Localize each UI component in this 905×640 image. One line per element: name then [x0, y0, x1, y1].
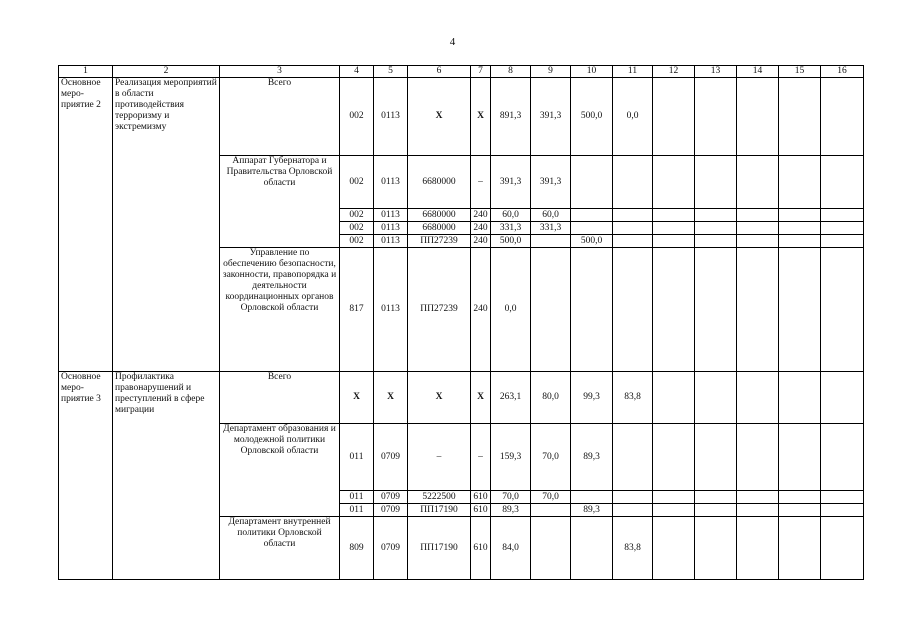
cell: 70,0 [491, 491, 531, 504]
cell: Х [408, 78, 471, 156]
row-label: Департамент внутренней политики Орловской области [220, 517, 340, 580]
cell: 159,3 [491, 424, 531, 491]
cell: – [471, 424, 491, 491]
cell: – [471, 156, 491, 209]
cell: Х [471, 372, 491, 424]
cell [571, 222, 613, 235]
cell: 002 [340, 235, 374, 248]
cell: 331,3 [531, 222, 571, 235]
col-header: 15 [779, 66, 821, 78]
cell: 60,0 [491, 209, 531, 222]
cell: 6680000 [408, 156, 471, 209]
cell: 891,3 [491, 78, 531, 156]
cell: 002 [340, 156, 374, 209]
cell: 0113 [374, 235, 408, 248]
cell: 0113 [374, 209, 408, 222]
cell: 002 [340, 209, 374, 222]
cell [531, 235, 571, 248]
cell: 391,3 [491, 156, 531, 209]
cell: 331,3 [491, 222, 531, 235]
col-header: 4 [340, 66, 374, 78]
cell: 0113 [374, 78, 408, 156]
cell: ПП17190 [408, 504, 471, 517]
cell: ПП27239 [408, 248, 471, 372]
cell: 011 [340, 504, 374, 517]
cell: Х [374, 372, 408, 424]
cell: 0709 [374, 424, 408, 491]
cell: 6680000 [408, 209, 471, 222]
cell: 011 [340, 491, 374, 504]
cell: 0709 [374, 517, 408, 580]
cell: 0113 [374, 222, 408, 235]
row-label: Управление по обеспечению безопасности, законности, правопорядка и деятельности координационных органов Орловской области [220, 248, 340, 372]
cell: 5222500 [408, 491, 471, 504]
cell: 0709 [374, 504, 408, 517]
col-header: 9 [531, 66, 571, 78]
cell: ПП17190 [408, 517, 471, 580]
event-label: Основное меро-приятие 2 [59, 78, 113, 372]
event-label: Основное меро-приятие 3 [59, 372, 113, 580]
cell: 89,3 [571, 424, 613, 491]
cell: 83,8 [613, 372, 653, 424]
header-row [59, 66, 864, 78]
col-header: 5 [374, 66, 408, 78]
col-header: 11 [613, 66, 653, 78]
col-header: 3 [220, 66, 340, 78]
col-header: 2 [113, 66, 220, 78]
cell: Х [471, 78, 491, 156]
cell: – [408, 424, 471, 491]
cell: 0,0 [491, 248, 531, 372]
col-header: 1 [59, 66, 113, 78]
cell: 70,0 [531, 424, 571, 491]
budget-table [58, 65, 864, 580]
cell: 6680000 [408, 222, 471, 235]
cell: 60,0 [531, 209, 571, 222]
cell: 610 [471, 517, 491, 580]
col-header: 16 [821, 66, 864, 78]
table-row [59, 372, 864, 424]
cell: 610 [471, 491, 491, 504]
col-header: 13 [695, 66, 737, 78]
cell [571, 156, 613, 209]
event-title: Профилактика правонарушений и преступлений в сфере миграции [113, 372, 220, 580]
cell: 817 [340, 248, 374, 372]
cell: 240 [471, 209, 491, 222]
cell: 0113 [374, 248, 408, 372]
cell: 240 [471, 235, 491, 248]
cell: 002 [340, 78, 374, 156]
cell: 809 [340, 517, 374, 580]
cell: 0113 [374, 156, 408, 209]
cell [571, 491, 613, 504]
cell: 240 [471, 222, 491, 235]
cell: 84,0 [491, 517, 531, 580]
cell: 0709 [374, 491, 408, 504]
cell: 002 [340, 222, 374, 235]
cell: 610 [471, 504, 491, 517]
page-number: 4 [449, 36, 456, 48]
cell: 83,8 [613, 517, 653, 580]
cell: 500,0 [571, 78, 613, 156]
col-header: 14 [737, 66, 779, 78]
cell: 240 [471, 248, 491, 372]
cell: Х [340, 372, 374, 424]
col-header: 8 [491, 66, 531, 78]
cell: ПП27239 [408, 235, 471, 248]
table-row [59, 78, 864, 156]
cell: 391,3 [531, 78, 571, 156]
row-label: Всего [220, 372, 340, 424]
row-label: Департамент образования и молодежной политики Орловской области [220, 424, 340, 517]
cell: 500,0 [491, 235, 531, 248]
row-label: Аппарат Губернатора и Правительства Орловской области [220, 156, 340, 248]
cell: 89,3 [491, 504, 531, 517]
cell: 89,3 [571, 504, 613, 517]
cell: 0,0 [613, 78, 653, 156]
col-header: 10 [571, 66, 613, 78]
col-header: 7 [471, 66, 491, 78]
cell: 70,0 [531, 491, 571, 504]
cell: 263,1 [491, 372, 531, 424]
cell: 80,0 [531, 372, 571, 424]
cell: 391,3 [531, 156, 571, 209]
row-label: Всего [220, 78, 340, 156]
cell [531, 504, 571, 517]
col-header: 12 [653, 66, 695, 78]
cell: Х [408, 372, 471, 424]
cell [571, 209, 613, 222]
cell [613, 156, 653, 209]
cell: 99,3 [571, 372, 613, 424]
cell: 011 [340, 424, 374, 491]
event-title: Реализация мероприятий в области противодействия терроризму и экстремизму [113, 78, 220, 372]
col-header: 6 [408, 66, 471, 78]
cell: 500,0 [571, 235, 613, 248]
